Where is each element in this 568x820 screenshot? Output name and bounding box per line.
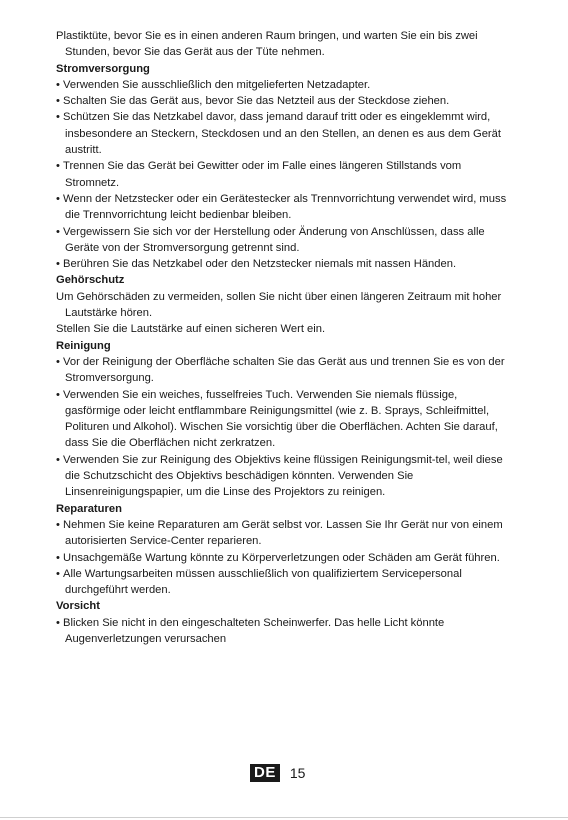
list-item: • Unsachgemäße Wartung könnte zu Körperverletzungen oder Schäden am Gerät führen. [56,550,514,566]
list-item: • Schützen Sie das Netzkabel davor, dass jemand darauf tritt oder es eingeklemmt wird, insbesondere an Steckern, Steckdosen und an den Stellen, an denen es aus dem Gerät austritt. [56,109,514,158]
bottom-divider [0,817,568,818]
list-item: • Verwenden Sie zur Reinigung des Objektivs keine flüssigen Reinigungsmit-tel, weil diese die Schutzschicht des Objektivs beschädigen könnten. Verwenden Sie Linsenreinigungspapier, um die Linse des Projektors zu reinigen. [56,452,514,501]
list-item: • Schalten Sie das Gerät aus, bevor Sie das Netzteil aus der Steckdose ziehen. [56,93,514,109]
page-footer [250,764,305,782]
language-badge: DE [250,764,280,782]
list-item: • Wenn der Netzstecker oder ein Gerätestecker als Trennvorrichtung verwendet wird, muss die Trennvorrichtung leicht bedienbar bleiben. [56,191,514,224]
list-item: • Nehmen Sie keine Reparaturen am Gerät selbst vor. Lassen Sie Ihr Gerät nur von einem autorisierten Service-Center reparieren. [56,517,514,550]
section-heading-vorsicht: Vorsicht [56,600,100,613]
list-item: • Trennen Sie das Gerät bei Gewitter oder im Falle eines längeren Stillstands vom Stromnetz. [56,158,514,191]
section-heading-stromversorgung: Stromversorgung [56,62,150,75]
section-heading-gehoerschutz: Gehörschutz [56,274,125,287]
section-heading-reinigung: Reinigung [56,339,111,352]
page-number: 15 [289,765,306,781]
list-item: • Verwenden Sie ausschließlich den mitgelieferten Netzadapter. [56,77,514,93]
list-item: • Blicken Sie nicht in den eingeschalteten Scheinwerfer. Das helle Licht könnte Augenverletzungen verursachen [56,615,514,648]
paragraph: Um Gehörschäden zu vermeiden, sollen Sie nicht über einen längeren Zeitraum mit hoher Lautstärke hören. [56,290,502,320]
list-item: • Vor der Reinigung der Oberfläche schalten Sie das Gerät aus und trennen Sie es von der Stromversorgung. [56,354,514,387]
list-item: • Vergewissern Sie sich vor der Herstellung oder Änderung von Anschlüssen, dass alle Geräte von der Stromversorgung getrennt sind. [56,224,514,257]
intro-paragraph: Plastiktüte, bevor Sie es in einen anderen Raum bringen, und warten Sie ein bis zwei Stunden, bevor Sie das Gerät aus der Tüte nehmen. [56,30,478,59]
list-item: • Berühren Sie das Netzkabel oder den Netzstecker niemals mit nassen Händen. [56,256,514,272]
section-heading-reparaturen: Reparaturen [56,502,122,515]
paragraph: Stellen Sie die Lautstärke auf einen sicheren Wert ein. [56,323,326,336]
list-item: • Alle Wartungsarbeiten müssen ausschließlich von qualifiziertem Servicepersonal durchgeführt werden. [56,566,514,599]
list-item: • Verwenden Sie ein weiches, fusselfreies Tuch. Verwenden Sie niemals flüssige, gasförmige oder leicht entflammbare Reinigungsmittel (wie z. B. Sprays, Schleifmittel, Polituren und Alkohol). Wischen Sie vorsichtig über die Oberflächen. Achten Sie darauf, dass Sie die Oberflächen nicht zerkratzen. [56,387,514,452]
document-body [56,28,514,647]
